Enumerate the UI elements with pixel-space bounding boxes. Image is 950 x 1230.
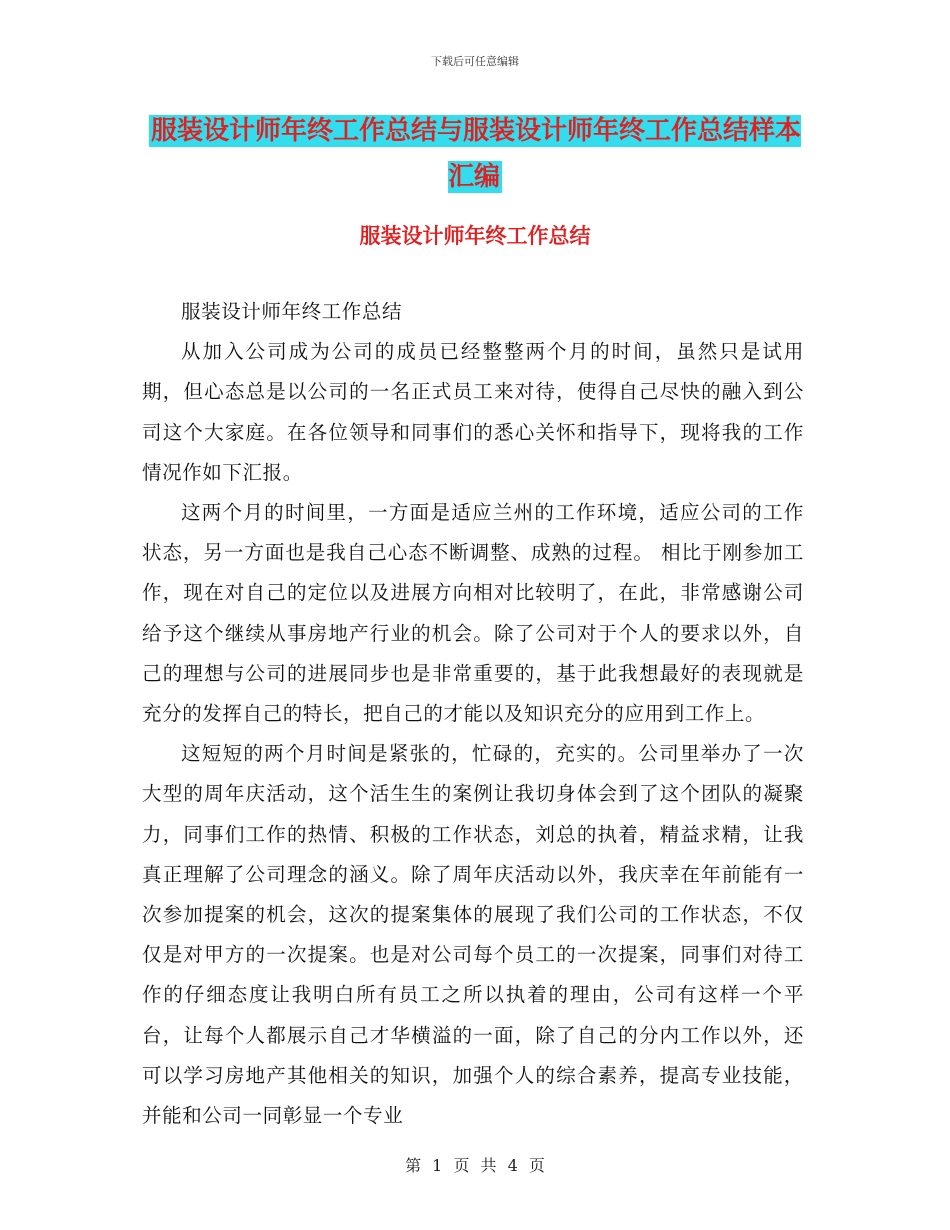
paragraph: 服装设计师年终工作总结: [181, 300, 403, 323]
document-title-text: 服装设计师年终工作总结与服装设计师年终工作总结样本汇编: [150, 116, 801, 192]
paragraph: 这短短的两个月时间是紧张的，忙碌的，充实的。公司里举办了一次大型的周年庆活动，这个活生生的案例让我切身体会到了这个团队的凝聚力，同事们工作的热情、积极的工作状态，刘总的执着，精益求精，让我真正理解了公司理念的涵义。除了周年庆活动以外，我庆幸在年前能有一次参加提案的机会，这次的提案集体的展现了我们公司的工作状态，不仅仅是对甲方的一次提案。也是对公司每个员工的一次提案，同事们对待工作的仔细态度让我明白所有员工之所以执着的理由，公司有这样一个平台，让每个人都展示自己才华横溢的一面，除了自己的分内工作以外，还可以学习房地产其他相关的知识，加强个人的综合素养，提高专业技能，并能和公司一同彰显一个专业: [142, 742, 804, 1128]
paragraph: 这两个月的时间里，一方面是适应兰州的工作环境，适应公司的工作状态，另一方面也是我自己心态不断调整、成熟的过程。 相比于刚参加工作，现在对自己的定位以及进展方向相对比较明了，在此，非常感谢公司给予这个继续从事房地产行业的机会。除了公司对于个人的要求以外，自己的理想与公司的进展同步也是非常重要的，基于此我想最好的表现就是充分的发挥自己的特长，把自己的才能以及知识充分的应用到工作上。: [142, 501, 804, 726]
body-text: [142, 292, 804, 1136]
section-title: 服装设计师年终工作总结: [359, 224, 591, 248]
document-title: [140, 108, 810, 200]
page-number: 第 1 页 共 4 页: [405, 1156, 545, 1175]
header-note: 下载后可任意编辑: [431, 55, 519, 68]
paragraph: 从加入公司成为公司的成员已经整整两个月的时间，虽然只是试用期，但心态总是以公司的一名正式员工来对待，使得自己尽快的融入到公司这个大家庭。在各位领导和同事们的悉心关怀和指导下，现将我的工作情况作如下汇报。: [142, 340, 804, 484]
